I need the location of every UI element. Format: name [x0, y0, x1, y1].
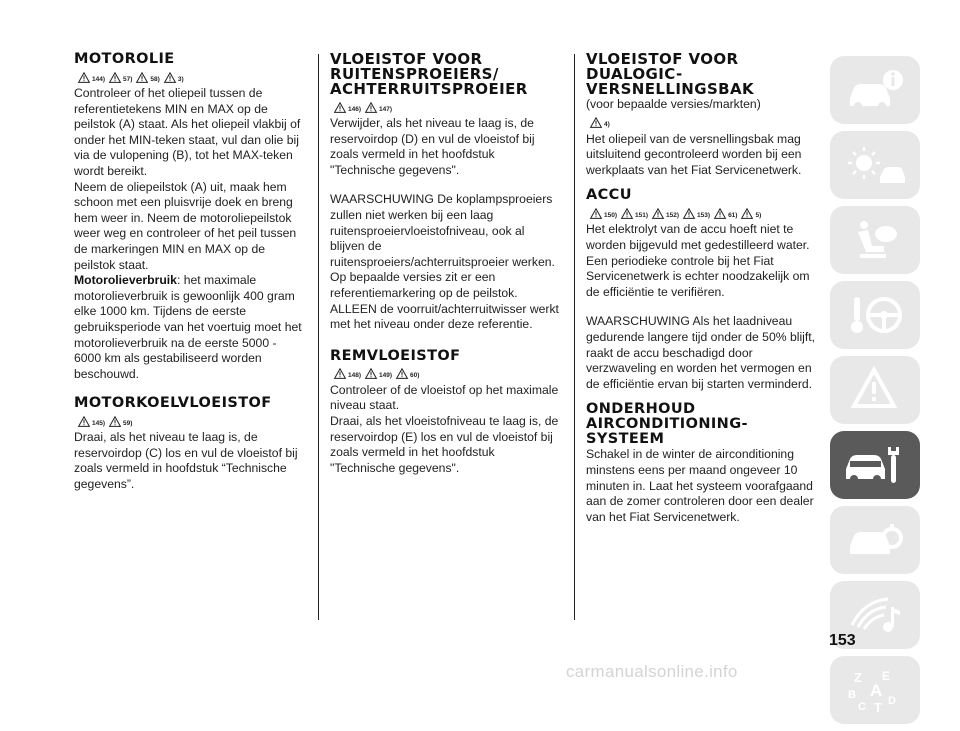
- warning-triangle-icon: [164, 72, 176, 83]
- paragraph: Schakel in de winter de airconditioning minstens eens per maand ongeveer 10 minuten in. Laat het systeem voorafgaand aan de zomer controleren door een dealer van het Fiat Servicenetwerk.: [586, 447, 814, 524]
- warning-number: 3): [177, 75, 184, 83]
- warning-number: 148): [348, 372, 362, 380]
- index-letter: E: [882, 669, 891, 683]
- warning-car-icon: [844, 366, 906, 414]
- paragraph: Draai, als het niveau te laag is, de reservoirdop (C) los en vul de vloeistof bij zoals vermeld in hoofdstuk “Technische gegevens”.: [74, 430, 298, 492]
- warning-refs-koelvloeistof: [78, 413, 302, 429]
- warning-triangle-icon: [590, 117, 602, 128]
- warning-reference: [164, 72, 184, 83]
- column-1: [74, 52, 302, 493]
- car-info-icon: [844, 66, 906, 114]
- watermark: carmanualsonline.info: [566, 662, 738, 681]
- warning-number: 60): [410, 372, 420, 380]
- key-steering-wheel-icon: [844, 291, 906, 339]
- warning-refs-remvloeistof: [334, 366, 560, 382]
- airbag-seat-icon: [844, 216, 906, 264]
- warning-number: 152): [666, 211, 680, 219]
- section-title-remvloeistof: REMVLOEISTOF: [330, 347, 461, 364]
- warning-reference: [683, 208, 710, 219]
- section-title-motorolie: MOTOROLIE: [74, 51, 175, 67]
- tab-emergency[interactable]: [830, 356, 920, 424]
- warning-reference: [365, 368, 392, 379]
- warning-number: 150): [604, 211, 618, 219]
- warning-triangle-icon: [714, 208, 726, 219]
- warning-triangle-icon: [78, 416, 90, 427]
- column-2: [330, 52, 560, 476]
- warning-reference: [714, 208, 737, 219]
- warning-triangle-icon: [78, 72, 90, 83]
- tab-technical-data[interactable]: [830, 506, 920, 574]
- warning-number: 61): [728, 211, 738, 219]
- warning-reference: [590, 208, 617, 219]
- index-letter: Z: [854, 670, 862, 685]
- paragraph-text: : het maximale motorolieverbruik is gewoonlijk 400 gram elke 1000 km. Tijdens de eerste gebruiksperiode van het voertuig moet het motorolieverbruik na de eerste 5000 - 6000 km als gestabiliseerd worden beschouwd.: [74, 273, 302, 381]
- index-letter: T: [874, 700, 882, 715]
- paragraph: Controleer of de vloeistof op het maximale niveau staat.: [330, 382, 559, 413]
- column-divider: [318, 54, 319, 620]
- index-letter: A: [870, 681, 883, 700]
- paragraph: (voor bepaalde versies/markten): [586, 97, 761, 111]
- warning-paragraph: WAARSCHUWING Als het laadniveau gedurende langere tijd onder de 50% blijft, raakt de accu beschadigd door verzwaveling en worden het vermogen en de efficiëntie ervan bij starten verminderd.: [586, 314, 816, 391]
- chapter-sidebar: [830, 56, 920, 731]
- warning-number: 144): [92, 75, 106, 83]
- warning-triangle-icon: [136, 72, 148, 83]
- page-number: 153: [829, 632, 856, 649]
- tab-dashboard-lights[interactable]: [830, 131, 920, 199]
- warning-reference: [334, 102, 361, 113]
- warning-reference: [109, 72, 132, 83]
- warning-number: 57): [123, 75, 133, 83]
- term-motorolieverbruik: Motorolieverbruik: [74, 273, 177, 288]
- paragraph: Draai, als het vloeistofniveau te laag is, de reservoirdop (E) los en vul de vloeistof bij zoals vermeld in het hoofdstuk "Technische gegevens".: [330, 413, 559, 475]
- paragraph: Neem de oliepeilstok (A) uit, maak hem schoon met een pluisvrije doek en breng hem weer in. Neem de motoroliepeilstok weer weg en controleer of het peil tussen de markeringen MIN en MAX op de peilstok staat.: [74, 179, 297, 272]
- index-letter: C: [858, 701, 866, 713]
- tab-start-drive[interactable]: [830, 281, 920, 349]
- warning-triangle-icon: [365, 368, 377, 379]
- warning-reference: [652, 208, 679, 219]
- alphabetical-index-icon: [844, 666, 906, 714]
- warning-refs-accu: [590, 205, 816, 221]
- warning-reference: [621, 208, 648, 219]
- warning-number: 58): [150, 75, 160, 83]
- car-maintenance-icon: [844, 441, 906, 489]
- warning-reference: [109, 416, 132, 427]
- warning-triangle-icon: [621, 208, 633, 219]
- warning-reference: [365, 102, 392, 113]
- warning-triangle-icon: [334, 368, 346, 379]
- section-title-ruitensproeier: VLOEISTOF VOOR RUITENSPROEIERS/ ACHTERRUITSPROEIER: [330, 50, 528, 98]
- warning-refs-dualogic: [590, 115, 816, 131]
- warning-reference: [136, 72, 159, 83]
- warning-triangle-icon: [365, 102, 377, 113]
- warning-reference: [78, 72, 105, 83]
- section-title-airco: ONDERHOUD AIRCONDITIONING- SYSTEEM: [586, 401, 748, 448]
- warning-triangle-icon: [109, 416, 121, 427]
- section-title-accu: ACCU: [586, 187, 632, 204]
- warning-triangle-icon: [683, 208, 695, 219]
- paragraph: Controleer of het oliepeil tussen de referentietekens MIN en MAX op de peilstok (A) staat. Als het oliepeil vlakbij of onder het MIN-teken staat, vul dan olie bij via de vulopening (B), tot het MAX-teken wordt bereikt.: [74, 86, 301, 178]
- warning-number: 151): [635, 211, 649, 219]
- index-letter: D: [888, 695, 896, 707]
- technical-data-icon: [844, 516, 906, 564]
- index-letter: B: [848, 689, 856, 701]
- paragraph: [74, 273, 302, 382]
- warning-triangle-icon: [652, 208, 664, 219]
- tab-index[interactable]: [830, 656, 920, 724]
- warning-triangle-icon: [741, 208, 753, 219]
- warning-reference: [396, 368, 419, 379]
- paragraph: Het oliepeil van de versnellingsbak mag uitsluitend gecontroleerd worden bij een werkplaats van het Fiat Servicenetwerk.: [586, 131, 802, 177]
- warning-number: 153): [697, 211, 711, 219]
- warning-reference: [741, 208, 761, 219]
- tab-car-info[interactable]: [830, 56, 920, 124]
- warning-number: 59): [123, 419, 133, 427]
- section-title-dualogic: VLOEISTOF VOOR DUALOGIC- VERSNELLINGSBAK: [586, 50, 755, 98]
- warning-refs-ruitensproeier: [334, 99, 560, 115]
- warning-reference: [590, 117, 610, 128]
- section-title-koelvloeistof: MOTORKOELVLOEISTOF: [74, 395, 272, 412]
- warning-number: 147): [379, 105, 393, 113]
- warning-triangle-icon: [396, 368, 408, 379]
- paragraph: Het elektrolyt van de accu hoeft niet te worden bijgevuld met gedestilleerd water. Een periodieke controle bij het Fiat Servicenetwerk is echter noodzakelijk om de efficiëntie te verifiëren.: [586, 222, 810, 299]
- warning-triangle-icon: [109, 72, 121, 83]
- warning-number: 4): [604, 121, 610, 129]
- tab-maintenance[interactable]: [830, 431, 920, 499]
- warning-refs-motorolie: [78, 69, 302, 85]
- paragraph: Verwijder, als het niveau te laag is, de reservoirdop (D) en vul de vloeistof bij zoals vermeld in het hoofdstuk "Technische gegevens".: [330, 116, 535, 177]
- warning-number: 149): [379, 372, 393, 380]
- warning-number: 146): [348, 105, 362, 113]
- warning-number: 5): [755, 211, 762, 219]
- warning-reference: [334, 368, 361, 379]
- column-divider: [574, 54, 575, 620]
- column-3: [586, 52, 816, 525]
- warning-paragraph: WAARSCHUWING De koplampsproeiers zullen niet werken bij een laag ruitensproeiervloeistofniveau, ook al blijven de ruitensproeiers/achterruitsproeier werken. Op bepaalde versies zit er een referentiemarkering op de peilstok. ALLEEN de voorruit/achterruitwisser werkt met het niveau onder deze referentie.: [330, 192, 559, 332]
- warning-triangle-icon: [334, 102, 346, 113]
- warning-reference: [78, 416, 105, 427]
- dashboard-lights-icon: [844, 141, 906, 189]
- warning-triangle-icon: [590, 208, 602, 219]
- tab-airbag[interactable]: [830, 206, 920, 274]
- warning-number: 145): [92, 419, 106, 427]
